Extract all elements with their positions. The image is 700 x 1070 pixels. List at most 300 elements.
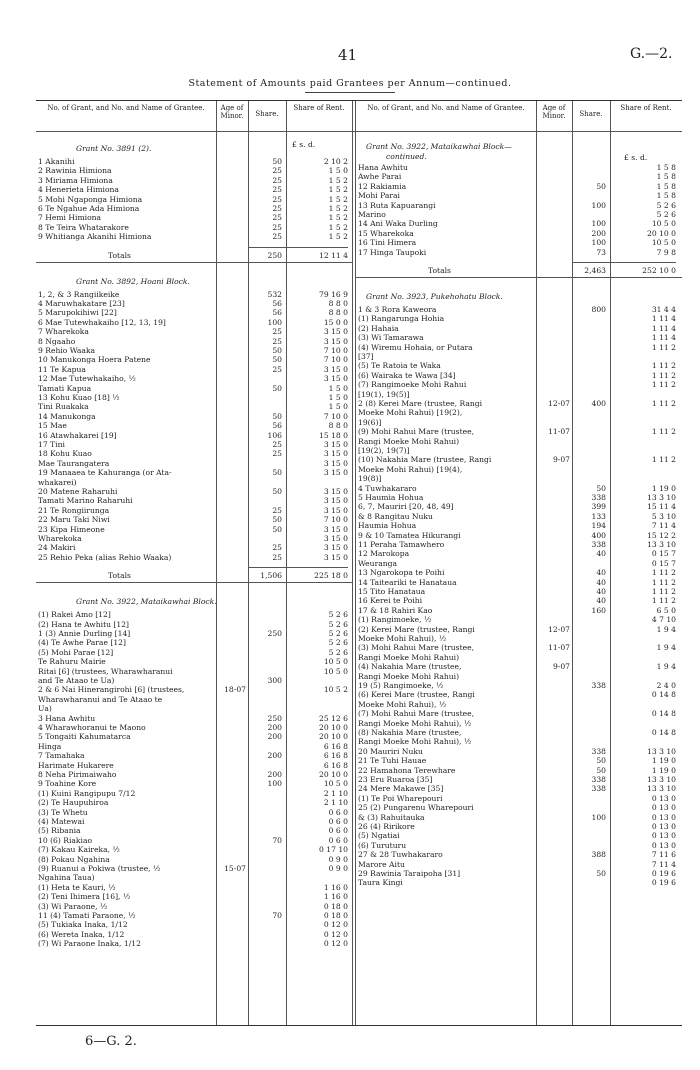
minor-age: 11-07	[548, 427, 570, 437]
currency-header-right: £ s. d.	[624, 153, 648, 162]
rent-value: 1 5 2	[328, 213, 348, 223]
rent-value: 0 15 7	[651, 549, 676, 559]
grantee-name: (5) Tukiaka Inaka, 1/12	[38, 920, 128, 930]
grantee-name: Wharawharanui and Te Ataao te	[38, 694, 163, 704]
rent-value: 0 6 0	[328, 817, 348, 826]
grantee-name: (1) Rangimoeke, ½	[358, 615, 432, 625]
rent-value: 1 11 2	[651, 587, 676, 596]
rent-value: 6 16 8	[323, 760, 348, 770]
share-value: 70	[272, 911, 282, 920]
share-value: 338	[591, 775, 606, 784]
share-value: 399	[591, 502, 606, 512]
grantee-name: 16 Tini Himera	[358, 238, 417, 248]
rent-value: 1 5 2	[328, 222, 348, 232]
grantee-name: 15 Tito Hanataua	[358, 587, 426, 596]
share-value: 25	[272, 449, 282, 459]
share-value: 400	[591, 399, 606, 408]
grantee-name: (9) Mohi Rahui Mare (trustee,	[358, 427, 475, 437]
grantee-name: Moeke Mohi Rahui) [19(2),	[358, 408, 463, 418]
grantee-name: 8 Neha Pirimaiwaho	[38, 770, 117, 779]
rent-value: 7 9 8	[656, 247, 676, 257]
grantee-name: Mae Taurangatera	[38, 458, 110, 468]
share-value: 40	[596, 549, 606, 559]
grantee-name: (1) Heta te Kauri, ½	[38, 882, 116, 892]
header-name-right: No. of Grant, and No. and Name of Grantee.	[367, 104, 525, 112]
page-reference: G.—2.	[630, 46, 673, 62]
section-rule	[36, 582, 352, 583]
grantee-name: 1 & 3 Rora Kaweora	[358, 305, 437, 314]
grantee-name: 16 Kerei te Poihi	[358, 596, 423, 606]
grantee-name: (9) Ruanui a Pokiwa (trustee, ½	[38, 864, 161, 873]
grantee-name: 7 Hemi Himiona	[38, 213, 102, 223]
grantee-name: Rangi Moeke Mohi Rahui)	[358, 436, 460, 446]
grantee-name: (6) Turuturu	[358, 840, 407, 850]
rent-value: 3 15 0	[323, 468, 348, 478]
rent-value: 1 5 2	[328, 204, 348, 213]
share-value: 40	[596, 587, 606, 596]
rent-value: 0 14 8	[651, 709, 676, 719]
grantee-name: Rangi Moeke Mohi Rahui), ½	[358, 718, 472, 728]
grantee-name: 17 Hinga Taupoki	[358, 247, 427, 257]
rent-value: 1 19 0	[651, 756, 676, 766]
share-value: 25	[272, 213, 282, 223]
rent-value: 10 5 0	[323, 779, 348, 789]
grantee-name: 19 (5) Rangimoeke, ½	[358, 681, 444, 690]
grantee-name: (3) Mohi Rahui Mare (trustee,	[358, 643, 475, 653]
totals-label: Totals	[108, 250, 131, 260]
rent-value: 1 5 0	[328, 166, 348, 176]
share-value: 338	[591, 681, 606, 690]
rent-value: 15 0 0	[323, 317, 348, 327]
grantee-name: (5) Te Ratoia te Waka	[358, 361, 441, 371]
share-value: 250	[267, 713, 282, 723]
rent-value: 8 8 0	[328, 308, 348, 318]
grantee-name: 9 Rehio Waaka	[38, 346, 96, 355]
grantee-name: 23 Eru Ruaroa [35]	[358, 775, 433, 784]
grantee-name: Awhe Parai	[358, 172, 402, 182]
rent-value: 5 3 10	[651, 511, 676, 521]
grantee-name: (3) Te Whetu	[38, 807, 88, 817]
share-value: 160	[591, 605, 606, 615]
minor-age: 11-07	[548, 643, 570, 653]
header-share: Share.	[255, 110, 279, 118]
grantee-name: 12 Marokopa	[358, 549, 410, 559]
share-value: 532	[267, 289, 282, 299]
share-value: 50	[272, 383, 282, 393]
rent-value: 0 17 10	[319, 845, 348, 855]
grantee-name: (1) Rakei Amo [12]	[38, 610, 111, 620]
grantee-name: 1 Akanihi	[38, 157, 75, 166]
rent-value: 25 12 6	[319, 713, 348, 723]
share-value: 200	[267, 723, 282, 732]
share-value: 25	[272, 440, 282, 449]
rent-value: 0 19 6	[651, 869, 676, 878]
grantee-name: 13 Ruta Kapuarangi	[358, 200, 436, 210]
rent-value: 1 11 2	[651, 380, 676, 390]
grantee-name: Hinga	[38, 741, 62, 751]
grantee-name: 12 Rakiamia	[358, 181, 407, 191]
minor-age: 9-07	[552, 662, 570, 672]
rent-value: 13 3 10	[647, 746, 676, 756]
grantee-name: Rangi Moeke Mohi Rahui), ½	[358, 737, 472, 747]
grantee-name: 5 Mohi Ngaponga Himiona	[38, 194, 143, 204]
grantee-name: (2) Kerei Mare (trustee, Rangi	[358, 624, 475, 634]
grantee-name: Rangi Moeke Mohi Rahui)	[358, 671, 460, 681]
grantee-name: & 8 Rangitau Nuku	[358, 511, 433, 521]
section-heading: Grant No. 3892, Hoani Block.	[76, 276, 190, 286]
share-value: 25	[272, 552, 282, 562]
minor-age: 12-07	[548, 399, 570, 408]
section-rule	[36, 262, 352, 263]
grantee-name: 25 (2) Pungarenu Wharepouri	[358, 803, 474, 813]
grantee-name: 6 Mae Tutewhakaiho [12, 13, 19]	[38, 317, 166, 327]
grantee-name: Tamati Marino Raharuhi	[38, 496, 133, 506]
grantee-name: 8 Te Teira Whatarakore	[38, 222, 129, 232]
share-value: 50	[596, 765, 606, 775]
rent-value: 5 2 6	[328, 629, 348, 638]
share-value: 25	[272, 166, 282, 176]
grantee-name: Te Rahuru Mairie	[38, 657, 106, 667]
currency-header-left: £ s. d.	[292, 140, 316, 149]
grantee-name: [37]	[358, 352, 374, 361]
share-value: 50	[596, 756, 606, 766]
grantee-name: 19(6)]	[358, 417, 382, 427]
grantee-name: (4) Matewai	[38, 817, 85, 826]
rent-value: 31 4 4	[651, 305, 676, 314]
totals-label: Totals	[108, 571, 131, 581]
grantee-name: 5 Marupokihiwi [22]	[38, 308, 117, 318]
share-value: 194	[591, 521, 606, 531]
grantee-name: (2) Hana te Awhitu [12]	[38, 619, 130, 629]
rent-value: 1 16 0	[323, 892, 348, 902]
share-value: 73	[596, 247, 606, 257]
rent-value: 0 12 0	[323, 920, 348, 930]
rent-value: 3 15 0	[323, 505, 348, 515]
totals-share: 1,506	[260, 571, 282, 581]
grantee-name: 12 Mae Tutewhakaiho, ½	[38, 374, 136, 384]
rent-value: 6 16 8	[323, 741, 348, 751]
grantee-name: 22 Hamahona Terewhare	[358, 765, 456, 775]
grantee-name: 26 (4) Ririkore	[358, 822, 415, 831]
rent-value: 15 18 0	[319, 430, 348, 440]
share-value: 40	[596, 596, 606, 606]
grantee-name: (2) Teni Ihimera [16], ½	[38, 892, 131, 902]
share-value: 56	[272, 299, 282, 308]
grantee-name: 4 Henerieta Himiona	[38, 185, 119, 195]
grantee-name: Moeke Mohi Rahui), ½	[358, 699, 447, 709]
grantee-name: (5) Ngatiai	[358, 831, 400, 841]
page-number: 41	[338, 46, 358, 64]
grantee-name: 22 Maru Taki Niwi	[38, 515, 110, 525]
rent-value: 7 10 0	[323, 355, 348, 365]
share-value: 25	[272, 327, 282, 337]
rent-value: 2 1 10	[323, 798, 348, 808]
grantee-name: 1 (3) Annie Durling [14]	[38, 629, 131, 638]
rent-value: 3 15 0	[323, 449, 348, 459]
share-value: 50	[596, 181, 606, 191]
share-value: 100	[591, 200, 606, 210]
share-value: 50	[596, 483, 606, 493]
grantee-name: (7) Kakau Kaireka, ½	[38, 845, 120, 855]
section-heading: Grant No. 3922, Mataikawhai Block—	[366, 142, 512, 151]
rent-value: 0 6 0	[328, 807, 348, 817]
rent-value: 5 2 6	[656, 210, 676, 219]
grantee-name: Ua)	[38, 704, 52, 714]
share-value: 25	[272, 175, 282, 185]
share-value: 50	[272, 468, 282, 478]
rent-value: 13 3 10	[647, 493, 676, 502]
share-value: 50	[272, 524, 282, 534]
share-value: 100	[267, 317, 282, 327]
rent-value: 3 15 0	[323, 534, 348, 543]
grantee-name: 10 Manukonga Hoera Patene	[38, 355, 151, 365]
grantee-name: 23 Kipa Himeone	[38, 524, 105, 534]
rent-value: 1 11 2	[651, 370, 676, 380]
rent-value: 1 5 2	[328, 194, 348, 204]
rent-value: 1 5 2	[328, 232, 348, 242]
rent-value: 1 5 8	[656, 181, 676, 191]
grant-table	[36, 100, 682, 1026]
rent-value: 0 13 0	[651, 793, 676, 803]
rent-value: 15 11 4	[647, 502, 676, 512]
grantee-name: 6, 7, Mauriri [20, 48, 49]	[358, 502, 454, 512]
rent-value: 1 11 4	[651, 333, 676, 343]
rent-value: 20 10 0	[319, 732, 348, 742]
header-age: Age of Minor.	[220, 104, 244, 120]
grantee-name: 5 Tongaiti Kahumatarca	[38, 732, 131, 742]
grantee-name: 21 Te Rongiirunga	[38, 505, 110, 515]
share-value: 25	[272, 336, 282, 346]
grantee-name: Tini Ruakaka	[38, 402, 89, 412]
rent-value: 7 10 0	[323, 346, 348, 355]
grantee-name: Marino	[358, 210, 386, 219]
share-value: 50	[272, 157, 282, 166]
rent-value: 1 5 2	[328, 185, 348, 195]
header-share-right: Share.	[579, 110, 603, 118]
share-value: 25	[272, 505, 282, 515]
rent-value: 3 15 0	[323, 440, 348, 449]
grantee-name: (2) Te Haupuhiroa	[38, 798, 109, 808]
rent-value: 10 5 2	[323, 685, 348, 695]
grantee-name: (1) Rangarunga Hohia	[358, 314, 445, 324]
share-value: 56	[272, 421, 282, 431]
rent-value: 2 1 10	[323, 788, 348, 798]
grantee-name: (8) Nakahia Mare (trustee,	[358, 728, 462, 737]
grantee-name: 9 Whitianga Akanihi Himiona	[38, 232, 152, 242]
share-value: 338	[591, 784, 606, 794]
rent-value: 0 13 0	[651, 812, 676, 822]
share-value: 133	[591, 511, 606, 521]
rent-value: 10 5 0	[323, 657, 348, 667]
grantee-name: Moeke Mohi Rahui) [19(4),	[358, 464, 463, 474]
header-age-right: Age of Minor.	[542, 104, 566, 120]
rent-value: 3 15 0	[323, 543, 348, 553]
grantee-name: 11 (4) Tamati Paraone, ½	[38, 911, 136, 920]
rent-value: 8 8 0	[328, 299, 348, 308]
rent-value: 2 4 0	[656, 681, 676, 690]
rent-value: 0 14 8	[651, 690, 676, 700]
share-value: 200	[267, 770, 282, 779]
section-heading: Grant No. 3891 (2).	[76, 144, 152, 153]
share-value: 250	[267, 629, 282, 638]
grantee-name: 7 Tamahaka	[38, 751, 85, 761]
rent-value: 7 11 6	[651, 850, 676, 860]
grantee-name: 14 Ani Waka Durling	[358, 219, 438, 229]
rent-value: 0 13 0	[651, 831, 676, 841]
grantee-name: (5) Mohi Parae [12]	[38, 647, 114, 657]
share-value: 50	[272, 487, 282, 496]
share-value: 200	[267, 751, 282, 761]
share-value: 40	[596, 568, 606, 578]
rent-value: 7 11 4	[651, 521, 676, 531]
grantee-name: 25 Rehio Peka (alias Rehio Waaka)	[38, 552, 172, 562]
grantee-name: 7 Wharekoka	[38, 327, 89, 337]
rent-value: 10 5 0	[651, 219, 676, 229]
rent-value: 0 19 6	[651, 878, 676, 888]
rent-value: 0 14 8	[651, 728, 676, 737]
grantee-name: Haumia Hohua	[358, 521, 417, 531]
rent-value: 7 10 0	[323, 411, 348, 421]
share-value: 338	[591, 540, 606, 549]
rent-value: 1 11 2	[651, 455, 676, 465]
grantee-name: 19(8)]	[358, 474, 382, 484]
minor-age: 15-07	[224, 864, 246, 873]
rent-value: 1 16 0	[323, 882, 348, 892]
rent-value: 5 2 6	[328, 647, 348, 657]
grantee-name: 14 Manukonga	[38, 411, 96, 421]
rent-value: 3 15 0	[323, 374, 348, 384]
rent-value: 6 16 8	[323, 751, 348, 761]
section-heading: Grant No. 3923, Pukehohatu Block.	[366, 292, 503, 301]
rent-value: 1 11 2	[651, 361, 676, 371]
grantee-name: 24 Makiri	[38, 543, 76, 553]
share-value: 25	[272, 232, 282, 242]
grantee-name: (2) Hahaia	[358, 323, 399, 333]
grantee-name: Tamati Kapua	[38, 383, 92, 393]
grantee-name: Ritai [6] (trustees, Wharawharanui	[38, 666, 173, 676]
rent-value: 15 12 2	[647, 530, 676, 540]
section-heading-cont: continued.	[386, 152, 427, 161]
rent-value: 13 3 10	[647, 540, 676, 549]
share-value: 25	[272, 543, 282, 553]
grantee-name: (3) Wi Paraone, ½	[38, 901, 108, 911]
grantee-name: 3 Miriama Himiona	[38, 175, 113, 185]
grantee-name: Hana Awhitu	[358, 163, 408, 172]
grantee-name: Taura Kingi	[358, 878, 403, 888]
rent-value: 20 10 0	[319, 770, 348, 779]
rent-value: 1 5 8	[656, 163, 676, 172]
rent-value: 1 19 0	[651, 765, 676, 775]
grantee-name: 20 Mauriri Nuku	[358, 746, 423, 756]
rent-value: 0 12 0	[323, 939, 348, 949]
grantee-name: (8) Pokau Ngahina	[38, 854, 110, 864]
rent-value: 1 11 2	[651, 342, 676, 352]
rent-value: 2 10 2	[323, 157, 348, 166]
rent-value: 1 5 8	[656, 191, 676, 201]
grantee-name: 15 Wharekoka	[358, 228, 414, 238]
rent-value: 1 11 2	[651, 568, 676, 578]
share-value: 100	[591, 219, 606, 229]
statement-title: Statement of Amounts paid Grantees per Annum—continued.	[0, 78, 700, 93]
grantee-name: 19 Manaaea te Kahuranga (or Ata-	[38, 468, 172, 478]
grantee-name: 18 Kohu Kuao	[38, 449, 92, 459]
share-value: 388	[591, 850, 606, 860]
grantee-name: (7) Mohi Rahui Mare (trustee,	[358, 709, 475, 719]
grantee-name: and Te Ataao te Ua)	[38, 676, 115, 685]
grantee-name: (5) Ribania	[38, 826, 81, 836]
grantee-name: Marore Aitu	[358, 859, 405, 869]
totals-rent: 12 11 4	[319, 250, 348, 260]
grantee-name: 11 Te Kapua	[38, 364, 86, 374]
rent-value: 5 2 6	[328, 610, 348, 620]
rent-value: 1 11 4	[651, 314, 676, 324]
share-value: 50	[272, 346, 282, 355]
share-value: 338	[591, 746, 606, 756]
grantee-name: Mohi Parai	[358, 191, 400, 201]
share-value: 50	[272, 411, 282, 421]
rent-value: 0 13 0	[651, 822, 676, 831]
rent-value: 0 9 0	[328, 864, 348, 873]
rent-value: 1 19 0	[651, 483, 676, 493]
totals-rent: 252 10 0	[642, 266, 676, 275]
rent-value: 1 9 4	[656, 624, 676, 634]
grantee-name: 2 (8) Kerei Mare (trustee, Rangi	[358, 399, 483, 408]
grantee-name: 10 (6) Riakiao	[38, 835, 93, 845]
grantee-name: 4 Tuwhakararo	[358, 483, 417, 493]
grantee-name: 16 Atawhakarei [19]	[38, 430, 117, 440]
grantee-name: 3 Hana Awhitu	[38, 713, 96, 723]
minor-age: 18-07	[224, 685, 246, 695]
grantee-name: (1) Te Poi Wharepouri	[358, 793, 443, 803]
share-value: 106	[267, 430, 282, 440]
totals-label: Totals	[428, 266, 451, 275]
grantee-name: 11 Peraha Tamawhero	[358, 540, 445, 549]
rent-value: 3 15 0	[323, 524, 348, 534]
rent-value: 0 13 0	[651, 803, 676, 813]
grantee-name: Rangi Moeke Mohi Rahui)	[358, 652, 460, 662]
section-heading: Grant No. 3922, Mataikawhai Block.	[76, 597, 217, 607]
grantee-name: whakarei)	[38, 477, 77, 487]
grantee-name: 9 & 10 Tamatea Hikurangi	[358, 530, 461, 540]
minor-age: 12-07	[548, 624, 570, 634]
header-rent: Share of Rent.	[293, 104, 345, 112]
rent-value: 1 5 2	[328, 175, 348, 185]
minor-age: 9-07	[552, 455, 570, 465]
rent-value: 0 6 0	[328, 835, 348, 845]
rent-value: 20 10 0	[647, 228, 676, 238]
share-value: 40	[596, 577, 606, 587]
grantee-name: Wharekoka	[38, 534, 82, 543]
rent-value: 5 2 6	[328, 619, 348, 629]
share-value: 50	[272, 355, 282, 365]
grantee-name: 24 Mere Makawe [35]	[358, 784, 444, 794]
totals-share: 250	[267, 250, 282, 260]
rent-value: 0 13 0	[651, 840, 676, 850]
grantee-name: (3) Wi Tamarawa	[358, 333, 424, 343]
grantee-name: (6) Wereta Inaka, 1/12	[38, 929, 125, 939]
grantee-name: 14 Taiteariki te Hanataua	[358, 577, 457, 587]
grantee-name: & (3) Rahuitauka	[358, 812, 425, 822]
grantee-name: (7) Wi Paraone Inaka, 1/12	[38, 939, 141, 949]
grantee-name: 17 Tini	[38, 440, 65, 449]
rent-value: 1 5 0	[328, 383, 348, 393]
grantee-name: (10) Nakahia Mare (trustee, Rangi	[358, 455, 492, 465]
rent-value: 0 12 0	[323, 929, 348, 939]
grantee-name: 8 Ngaaho	[38, 336, 76, 346]
share-value: 25	[272, 204, 282, 213]
rent-value: 3 15 0	[323, 364, 348, 374]
grantee-name: 6 Te Ngahue Ada Himiona	[38, 204, 140, 213]
